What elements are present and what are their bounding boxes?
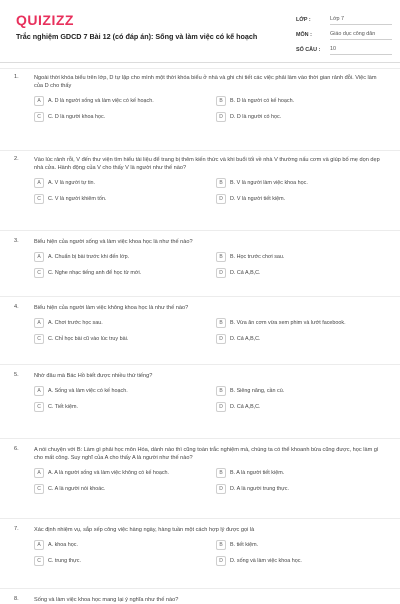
option-letter-box: D	[216, 268, 226, 278]
option-letter-box: B	[216, 386, 226, 396]
option-text: B. Siêng năng, cần cù.	[230, 388, 285, 394]
option-letter-box: A	[34, 318, 44, 328]
answer-option-a[interactable]	[34, 177, 216, 189]
answer-option-d[interactable]	[216, 193, 398, 205]
option-letter-box: C	[34, 334, 44, 344]
question-text: Xác định nhiệm vụ, sắp xếp công việc hàng ngày, hàng tuần một cách hợp lý được gọi là	[34, 527, 255, 533]
answer-option-b[interactable]	[216, 251, 398, 263]
option-text: A. Chuẩn bị bài trước khi đến lớp.	[48, 254, 130, 260]
question-text: Vào lúc rảnh rỗi, V đến thư viện tìm hiểu tài liệu để trang bị thêm kiến thức và khi buổi tối về nhà V thường nấu cơm và giúp bố mẹ dọn dẹp nhà cửa. Hành động của V cho thấy V là người như thế nào?	[34, 157, 380, 171]
question-divider	[0, 68, 400, 69]
question-number: 8.	[14, 596, 19, 602]
option-text: A. khoa học.	[48, 542, 78, 548]
option-letter-box: D	[216, 484, 226, 494]
question-number: 6.	[14, 446, 19, 452]
option-letter-box: B	[216, 318, 226, 328]
option-text: D. Cả A,B,C.	[230, 404, 261, 410]
question-item	[14, 596, 386, 604]
answer-options	[34, 95, 386, 123]
option-text: D. A là người trung thực.	[230, 486, 289, 492]
option-letter-box: D	[216, 112, 226, 122]
option-text: B. D là người có kế hoạch.	[230, 98, 295, 104]
answer-option-b[interactable]	[216, 539, 398, 551]
answer-options	[34, 251, 386, 279]
worksheet-title: Trắc nghiệm GDCD 7 Bài 12 (có đáp án): Sống và làm việc có kế hoạch	[16, 32, 258, 41]
question-item	[14, 74, 386, 123]
question-item	[14, 238, 386, 279]
worksheet-meta	[296, 12, 392, 57]
option-letter-box: C	[34, 556, 44, 566]
answer-option-b[interactable]	[216, 467, 398, 479]
question-divider	[0, 230, 400, 231]
option-text: B. V là người làm việc khoa học.	[230, 180, 308, 186]
option-letter-box: B	[216, 252, 226, 262]
question-text: A nói chuyện với B: Làm gì phải học môn Hóa, dành nào thì cũng toàn trắc nghiệm mà, chúng ta có thể khoanh bừa cũng được, học làm gì cho mất công. Suy nghĩ của A cho thấy A là người như thế nào?	[34, 447, 379, 461]
option-text: C. Chỉ học bài cũ vào lúc truy bài.	[48, 336, 129, 342]
option-letter-box: A	[34, 468, 44, 478]
option-text: A. Sống và làm việc có kế hoạch.	[48, 388, 128, 394]
grade-value: Lớp 7	[330, 15, 392, 25]
question-item	[14, 526, 386, 567]
question-divider	[0, 588, 400, 589]
question-divider	[0, 296, 400, 297]
option-text: A. A là người sống và làm việc không có kế hoạch.	[48, 470, 170, 476]
option-letter-box: C	[34, 484, 44, 494]
count-row	[296, 42, 392, 57]
answer-option-b[interactable]	[216, 177, 398, 189]
option-text: D. Cả A,B,C.	[230, 336, 261, 342]
option-letter-box: C	[34, 402, 44, 412]
question-text: Biểu hiện của người sống và làm việc khoa học là như thế nào?	[34, 239, 193, 245]
answer-options	[34, 317, 386, 345]
option-letter-box: B	[216, 178, 226, 188]
answer-option-a[interactable]	[34, 539, 216, 551]
subject-value: Giáo dục công dân	[330, 30, 392, 40]
option-letter-box: D	[216, 334, 226, 344]
answer-options	[34, 539, 386, 567]
question-number: 4.	[14, 304, 19, 310]
answer-option-c[interactable]	[34, 111, 216, 123]
option-text: A. V là người tự tin.	[48, 180, 96, 186]
answer-option-d[interactable]	[216, 483, 398, 495]
option-text: C. A là người nói khoác.	[48, 486, 106, 492]
question-item	[14, 156, 386, 205]
question-text: Biểu hiện của người làm việc không khoa học là như thế nào?	[34, 305, 189, 311]
option-text: D. D là người có học.	[230, 114, 282, 120]
option-text: D. sống và làm việc khoa học.	[230, 558, 302, 564]
answer-option-d[interactable]	[216, 333, 398, 345]
answer-option-b[interactable]	[216, 95, 398, 107]
option-letter-box: D	[216, 402, 226, 412]
answer-option-c[interactable]	[34, 267, 216, 279]
option-letter-box: A	[34, 540, 44, 550]
option-letter-box: C	[34, 194, 44, 204]
question-item	[14, 372, 386, 413]
answer-options	[34, 385, 386, 413]
question-number: 3.	[14, 238, 19, 244]
option-letter-box: B	[216, 96, 226, 106]
answer-option-b[interactable]	[216, 317, 398, 329]
answer-option-a[interactable]	[34, 467, 216, 479]
option-text: A. D là người sống và làm việc có kế hoạch.	[48, 98, 154, 104]
answer-options	[34, 467, 386, 495]
answer-options	[34, 177, 386, 205]
option-text: C. trung thực.	[48, 558, 81, 564]
subject-label: MÔN :	[296, 31, 312, 38]
question-number: 1.	[14, 74, 19, 80]
option-letter-box: C	[34, 112, 44, 122]
option-text: C. D là người khoa học.	[48, 114, 106, 120]
question-divider	[0, 438, 400, 439]
option-letter-box: A	[34, 178, 44, 188]
option-text: A. Chơi trước học sau.	[48, 320, 103, 326]
answer-option-c[interactable]	[34, 555, 216, 567]
answer-option-c[interactable]	[34, 333, 216, 345]
option-letter-box: C	[34, 268, 44, 278]
question-item	[14, 446, 386, 495]
option-text: C. Nghe nhạc tiếng anh để học từ mới.	[48, 270, 142, 276]
option-text: B. Vừa ăn cơm vừa xem phim và lướt facebook.	[230, 320, 346, 326]
question-text: Nhờ đâu mà Bác Hồ biết được nhiều thứ tiếng?	[34, 373, 153, 379]
question-number: 2.	[14, 156, 19, 162]
answer-option-d[interactable]	[216, 555, 398, 567]
answer-option-b[interactable]	[216, 385, 398, 397]
option-text: B. tiết kiệm.	[230, 542, 259, 548]
answer-option-d[interactable]	[216, 111, 398, 123]
option-letter-box: A	[34, 252, 44, 262]
question-divider	[0, 518, 400, 519]
grade-row	[296, 12, 392, 27]
option-text: D. Cả A,B,C.	[230, 270, 261, 276]
question-number: 5.	[14, 372, 19, 378]
answer-option-a[interactable]	[34, 251, 216, 263]
option-text: B. A là người tiết kiệm.	[230, 470, 285, 476]
question-divider	[0, 150, 400, 151]
answer-option-c[interactable]	[34, 483, 216, 495]
answer-option-d[interactable]	[216, 267, 398, 279]
subject-row	[296, 27, 392, 42]
question-divider	[0, 364, 400, 365]
question-number: 7.	[14, 526, 19, 532]
option-text: C. Tiết kiệm.	[48, 404, 78, 410]
option-text: C. V là người khiêm tốn.	[48, 196, 107, 202]
option-letter-box: B	[216, 540, 226, 550]
option-text: D. V là người tiết kiệm.	[230, 196, 286, 202]
grade-label: LỚP :	[296, 16, 311, 23]
option-text: B. Học trước chơi sau.	[230, 254, 285, 260]
question-text: Ngoài thời khóa biểu trên lớp, D tự lập cho mình một thời khóa biểu ở nhà và ghi chi tiết các việc phải làm vào thời gian rảnh đỗi. Việc làm của D cho thấy	[34, 75, 377, 89]
option-letter-box: B	[216, 468, 226, 478]
option-letter-box: D	[216, 556, 226, 566]
option-letter-box: A	[34, 96, 44, 106]
answer-option-c[interactable]	[34, 401, 216, 413]
option-letter-box: A	[34, 386, 44, 396]
count-label: SỐ CÂU :	[296, 46, 321, 53]
answer-option-a[interactable]	[34, 385, 216, 397]
question-item	[14, 304, 386, 345]
option-letter-box: D	[216, 194, 226, 204]
answer-option-c[interactable]	[34, 193, 216, 205]
quizizz-logo: QUIZIZZ	[16, 12, 74, 28]
count-value: 10	[330, 45, 392, 55]
answer-option-a[interactable]	[34, 317, 216, 329]
answer-option-d[interactable]	[216, 401, 398, 413]
question-text: Sống và làm việc khoa học mang lại ý nghĩa như thế nào?	[34, 597, 179, 603]
answer-option-a[interactable]	[34, 95, 216, 107]
worksheet-header	[0, 0, 400, 63]
